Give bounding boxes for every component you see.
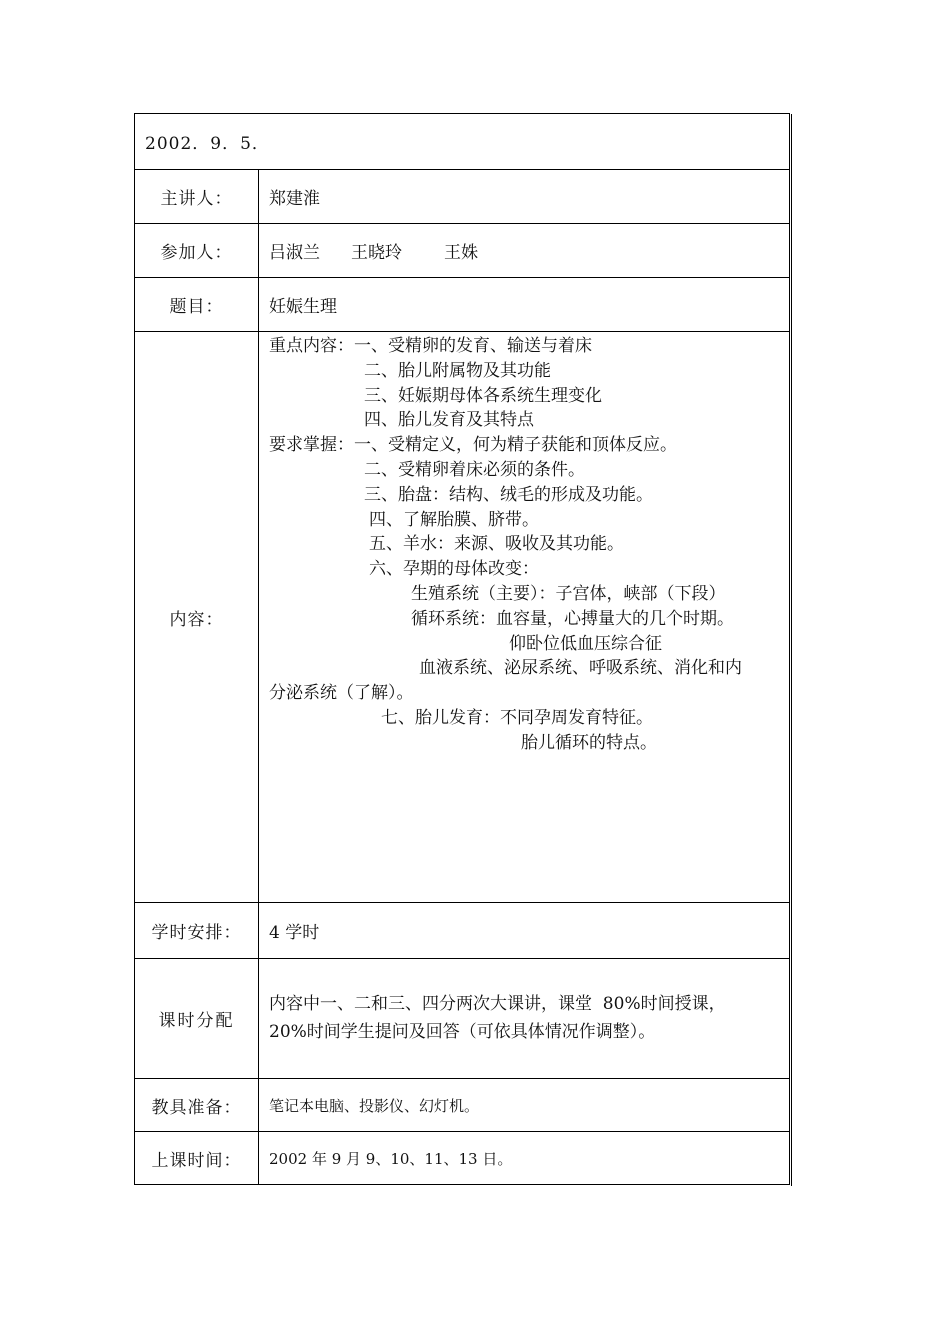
content-line: 分泌系统（了解）。 xyxy=(269,683,414,704)
table-edge-line xyxy=(791,114,792,1186)
allocation-row xyxy=(135,959,789,1079)
hours-label: 学时安排： xyxy=(135,903,259,958)
content-line: 要求掌握：一、受精定义，何为精子获能和顶体反应。 xyxy=(269,435,677,456)
content-line: 生殖系统（主要）：子宫体，峡部（下段） xyxy=(411,583,726,604)
participants-value xyxy=(269,224,781,277)
content-line: 四、了解胎膜、脐带。 xyxy=(369,509,539,530)
content-line: 三、胎盘：结构、绒毛的形成及功能。 xyxy=(364,484,653,505)
date-row xyxy=(135,114,789,170)
lesson-plan-table xyxy=(134,113,790,1185)
allocation-line: 20%时间学生提问及回答（可依具体情况作调整）。 xyxy=(269,1022,656,1042)
content-line: 五、羊水：来源、吸收及其功能。 xyxy=(369,534,624,555)
content-line: 血液系统、泌尿系统、呼吸系统、消化和内 xyxy=(419,658,742,679)
equipment-value: 笔记本电脑、投影仪、幻灯机。 xyxy=(269,1096,480,1115)
content-line: 四、胎儿发育及其特点 xyxy=(364,410,534,431)
date-value: 2002．9．5． xyxy=(145,134,270,154)
participant-name: 吕淑兰 xyxy=(269,243,320,263)
topic-label: 题目： xyxy=(135,278,259,331)
allocation-label: 课时分配 xyxy=(135,959,259,1078)
participants-row xyxy=(135,224,789,278)
content-line: 胎儿循环的特点。 xyxy=(521,732,657,753)
equipment-label: 教具准备： xyxy=(135,1079,259,1131)
hours-value: 4 学时 xyxy=(269,923,320,943)
content-line: 二、胎儿附属物及其功能 xyxy=(364,360,551,381)
content-line: 二、受精卵着床必须的条件。 xyxy=(364,459,585,480)
speaker-value: 郑建淮 xyxy=(269,189,320,209)
topic-row xyxy=(135,278,789,332)
allocation-line: 内容中一、二和三、四分两次大课讲，课堂 80%时间授课， xyxy=(269,994,726,1014)
content-line: 七、胎儿发育：不同孕周发育特征。 xyxy=(381,707,653,728)
content-line: 六、孕期的母体改变： xyxy=(369,559,539,580)
class-time-row xyxy=(135,1132,789,1184)
participant-name: 王姝 xyxy=(444,243,478,263)
content-body xyxy=(269,334,783,756)
speaker-row xyxy=(135,170,789,224)
content-line: 重点内容：一、受精卵的发育、输送与着床 xyxy=(269,336,592,356)
participant-name: 王晓玲 xyxy=(351,243,402,263)
content-label: 内容： xyxy=(135,332,259,902)
speaker-label: 主讲人： xyxy=(135,170,259,223)
topic-value: 妊娠生理 xyxy=(269,297,337,317)
content-line: 仰卧位低血压综合征 xyxy=(509,633,662,654)
content-row xyxy=(135,332,789,903)
class-time-value: 2002 年 9 月 9、10、11、13 日。 xyxy=(269,1149,513,1168)
content-line: 循环系统：血容量，心搏量大的几个时期。 xyxy=(411,608,734,629)
content-line: 三、妊娠期母体各系统生理变化 xyxy=(364,385,602,406)
allocation-body xyxy=(269,990,781,1046)
equipment-row xyxy=(135,1079,789,1132)
class-time-label: 上课时间： xyxy=(135,1132,259,1184)
hours-row xyxy=(135,903,789,959)
participants-label: 参加人： xyxy=(135,224,259,277)
